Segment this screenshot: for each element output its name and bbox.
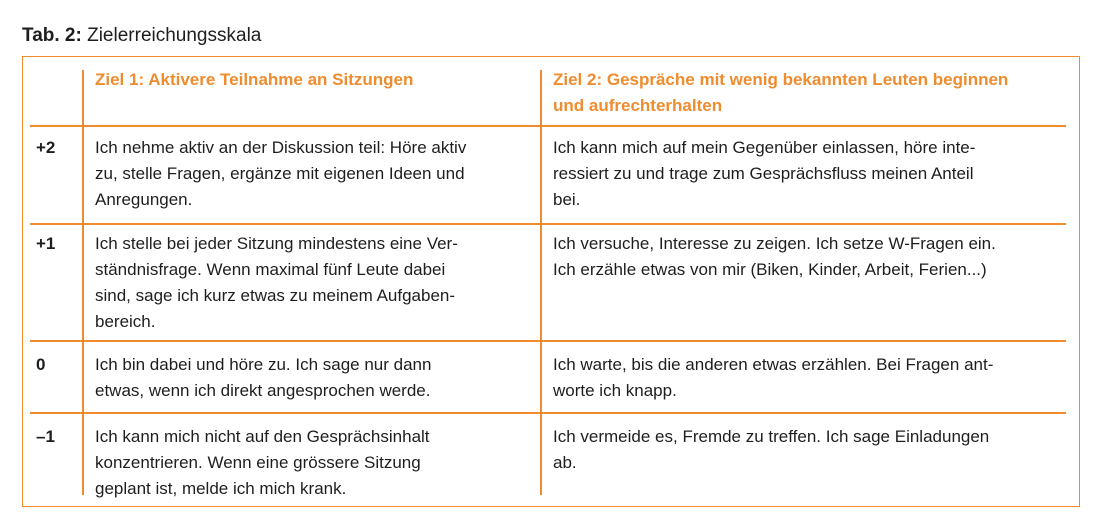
caption-label: Tab. 2: <box>22 25 82 46</box>
row-divider-1 <box>30 223 1066 225</box>
score-cell: +2 <box>36 138 56 157</box>
caption-title: Zielerreichungsskala <box>87 25 262 46</box>
cell-line: Ich stelle bei jeder Sitzung mindestens eine Ver- <box>95 234 458 253</box>
cell-line: Anregungen. <box>95 190 193 209</box>
cell-line: konzentrieren. Wenn eine grössere Sitzung <box>95 453 421 472</box>
row-divider-header <box>30 125 1066 127</box>
cell-line: Ich versuche, Interesse zu zeigen. Ich setze W-Fragen ein. <box>553 234 996 253</box>
header-goal-1 <box>95 67 413 93</box>
cell-line: bereich. <box>95 312 156 331</box>
score-cell: 0 <box>36 355 46 374</box>
cell-line: ressiert zu und trage zum Gesprächsfluss meinen Anteil <box>553 164 974 183</box>
table-caption <box>22 24 261 48</box>
cell-line: etwas, wenn ich direkt angesprochen werde. <box>95 381 431 400</box>
header-goal-1-text: Ziel 1: Aktivere Teilnahme an Sitzungen <box>95 70 414 89</box>
goal-2-cell <box>553 352 993 404</box>
cell-line: bei. <box>553 190 581 209</box>
cell-line: zu, stelle Fragen, ergänze mit eigenen Ideen und <box>95 164 465 183</box>
column-divider-2 <box>540 70 542 495</box>
cell-line: ab. <box>553 453 577 472</box>
cell-line: sind, sage ich kurz etwas zu meinem Aufgaben- <box>95 286 456 305</box>
cell-line: geplant ist, melde ich mich krank. <box>95 479 347 498</box>
goal-1-cell <box>95 424 430 502</box>
cell-line: Ich erzähle etwas von mir (Biken, Kinder, Arbeit, Ferien...) <box>553 260 987 279</box>
goal-2-cell <box>553 135 975 213</box>
score-cell: +1 <box>36 234 56 253</box>
column-divider-1 <box>82 70 84 495</box>
cell-line: Ich bin dabei und höre zu. Ich sage nur dann <box>95 355 432 374</box>
header-goal-2 <box>553 67 1008 119</box>
cell-line: Ich nehme aktiv an der Diskussion teil: Höre aktiv <box>95 138 467 157</box>
goal-1-cell <box>95 135 466 213</box>
cell-line: Ich kann mich nicht auf den Gesprächsinhalt <box>95 427 430 446</box>
row-divider-2 <box>30 340 1066 342</box>
score-cell: –1 <box>36 427 55 446</box>
cell-line: Ich warte, bis die anderen etwas erzählen. Bei Fragen ant- <box>553 355 994 374</box>
cell-line: worte ich knapp. <box>553 381 677 400</box>
header-goal-2-line: Ziel 2: Gespräche mit wenig bekannten Leuten beginnen <box>553 70 1009 89</box>
header-goal-2-line: und aufrechterhalten <box>553 96 723 115</box>
goal-1-cell <box>95 231 458 335</box>
goal-2-cell <box>553 424 989 476</box>
cell-line: Ich vermeide es, Fremde zu treffen. Ich sage Einladungen <box>553 427 990 446</box>
cell-line: Ich kann mich auf mein Gegenüber einlassen, höre inte- <box>553 138 976 157</box>
row-divider-3 <box>30 412 1066 414</box>
goal-2-cell <box>553 231 996 283</box>
cell-line: ständnisfrage. Wenn maximal fünf Leute dabei <box>95 260 446 279</box>
goal-1-cell <box>95 352 431 404</box>
